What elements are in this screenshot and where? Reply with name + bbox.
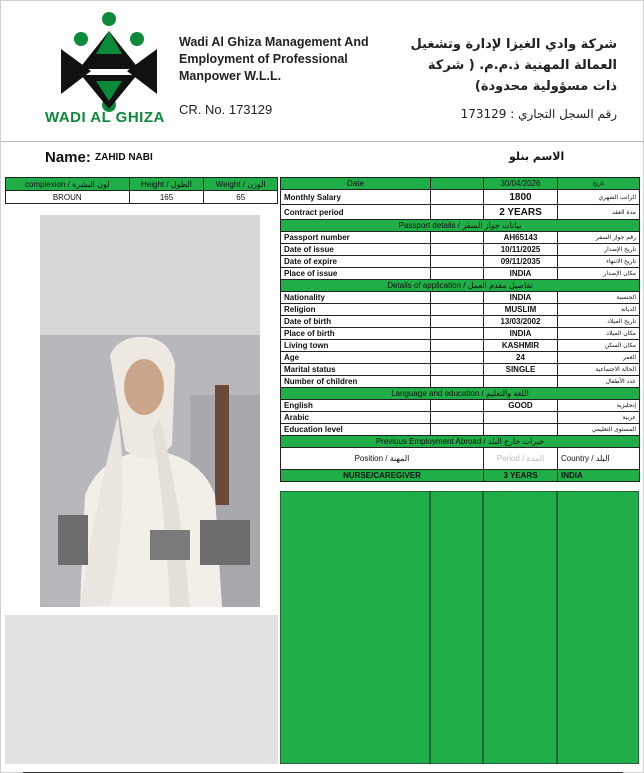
employment-header-row [281, 448, 640, 470]
row-label: Passport number [281, 232, 431, 244]
date-label: Date [281, 178, 431, 190]
country-header: Country / البلد [558, 448, 640, 470]
employment-section-header: Previous Employment Abroad / خبرات خارج البلد [281, 436, 640, 448]
table-row [281, 244, 640, 256]
row-label-ar: الديانة [558, 304, 640, 316]
row-label: Education level [281, 424, 431, 436]
row-label-ar: مكان الميلاد [558, 328, 640, 340]
company-name-en: Wadi Al Ghiza Management And Employment of Professional Manpower W.L.L. [179, 35, 369, 83]
row-label: Marital status [281, 364, 431, 376]
row-value: 10/11/2025 [484, 244, 558, 256]
row-label-ar: إنجليزية [558, 400, 640, 412]
table-row [281, 424, 640, 436]
row-label-ar: عربية [558, 412, 640, 424]
height-value: 165 [129, 191, 204, 204]
date-label-ar: تاريخ [558, 178, 640, 190]
details-table [280, 177, 640, 482]
row-label-ar: تاريخ الانتهاء [558, 256, 640, 268]
salary-label: Monthly Salary [281, 190, 431, 205]
logo-text: WADI AL GHIZA [45, 109, 165, 126]
row-label: Religion [281, 304, 431, 316]
row-value [484, 412, 558, 424]
passport-section-header: Passport details / بيانات جواز السفر [281, 220, 640, 232]
row-value: KASHMIR [484, 340, 558, 352]
salary-label-ar: الراتب الشهري [558, 190, 640, 205]
table-row [281, 292, 640, 304]
salary-value: 1800 [484, 190, 558, 205]
row-value: 09/11/2035 [484, 256, 558, 268]
row-label: Date of birth [281, 316, 431, 328]
position-header: Position / المهنة [281, 448, 484, 470]
row-value: SINGLE [484, 364, 558, 376]
complexion-header: complexion / لون البشرة [6, 178, 130, 191]
candidate-name: ZAHID NABI [95, 152, 153, 163]
name-label: Name: [45, 149, 91, 166]
row-value: 13/03/2002 [484, 316, 558, 328]
row-label-ar: تاريخ الميلاد [558, 316, 640, 328]
row-label-ar: الحالة الاجتماعية [558, 364, 640, 376]
row-value: INDIA [484, 292, 558, 304]
weight-header: Weight / الوزن [204, 178, 278, 191]
table-row [281, 376, 640, 388]
cr-number-ar: رقم السجل التجاري : 173129 [460, 107, 617, 121]
table-row [281, 316, 640, 328]
contract-value: 2 YEARS [484, 205, 558, 220]
contract-row [281, 205, 640, 220]
employment-blank-area [280, 491, 639, 764]
row-value: AH65143 [484, 232, 558, 244]
contract-label-ar: مدة العقد [558, 205, 640, 220]
table-row [281, 328, 640, 340]
date-row [281, 178, 640, 190]
table-row [281, 232, 640, 244]
cr-number-en: CR. No. 173129 [179, 102, 273, 117]
row-label-ar: العمر [558, 352, 640, 364]
row-label: Number of children [281, 376, 431, 388]
date-value: 30/04/2026 [484, 178, 558, 190]
row-label: Nationality [281, 292, 431, 304]
row-value: 24 [484, 352, 558, 364]
table-row [281, 304, 640, 316]
period-header: Period / المدة [484, 448, 558, 470]
photo-area [5, 207, 278, 615]
name-row [1, 141, 644, 173]
row-label: Place of birth [281, 328, 431, 340]
employment-row [281, 470, 640, 482]
row-label: Date of issue [281, 244, 431, 256]
table-row [281, 400, 640, 412]
employment-position: NURSE/CAREGIVER [281, 470, 484, 482]
row-value [484, 376, 558, 388]
company-name-ar: شركة وادي الغيزا لإدارة وتشغيل العمالة المهنية ذ.م.م. ( شركة ذات مسؤولية محدودة) [410, 37, 617, 94]
table-row [281, 352, 640, 364]
row-value: GOOD [484, 400, 558, 412]
complexion-value: BROUN [6, 191, 130, 204]
row-label-ar: مكان الإصدار [558, 268, 640, 280]
table-row [281, 256, 640, 268]
row-value: INDIA [484, 268, 558, 280]
employment-period: 3 YEARS [484, 470, 558, 482]
row-label: Place of issue [281, 268, 431, 280]
table-row [281, 364, 640, 376]
salary-row [281, 190, 640, 205]
table-row [281, 340, 640, 352]
candidate-photo [40, 215, 260, 607]
row-label: Living town [281, 340, 431, 352]
table-row [281, 268, 640, 280]
employment-country: INDIA [558, 470, 640, 482]
candidate-name-ar: الاسم بنلو [509, 150, 565, 163]
application-section-header: Details of application / تفاصيل مقدم العمل [281, 280, 640, 292]
row-label: English [281, 400, 431, 412]
row-label-ar: عدد الأطفال [558, 376, 640, 388]
row-label-ar: رقم جواز السفر [558, 232, 640, 244]
weight-value: 65 [204, 191, 278, 204]
photo-gray-filler [5, 615, 278, 764]
row-label-ar: المستوى التعليمي [558, 424, 640, 436]
row-label-ar: الجنسية [558, 292, 640, 304]
language-section-header: Language and education / اللغة والتعليم [281, 388, 640, 400]
height-header: Height / الطول [129, 178, 204, 191]
physical-table [5, 177, 278, 204]
row-value: INDIA [484, 328, 558, 340]
row-label-ar: مكان السكن [558, 340, 640, 352]
row-value [484, 424, 558, 436]
row-value: MUSLIM [484, 304, 558, 316]
contract-label: Contract period [281, 205, 431, 220]
row-label: Date of expire [281, 256, 431, 268]
row-label-ar: تاريخ الإصدار [558, 244, 640, 256]
row-label: Age [281, 352, 431, 364]
table-row [281, 412, 640, 424]
row-label: Arabic [281, 412, 431, 424]
